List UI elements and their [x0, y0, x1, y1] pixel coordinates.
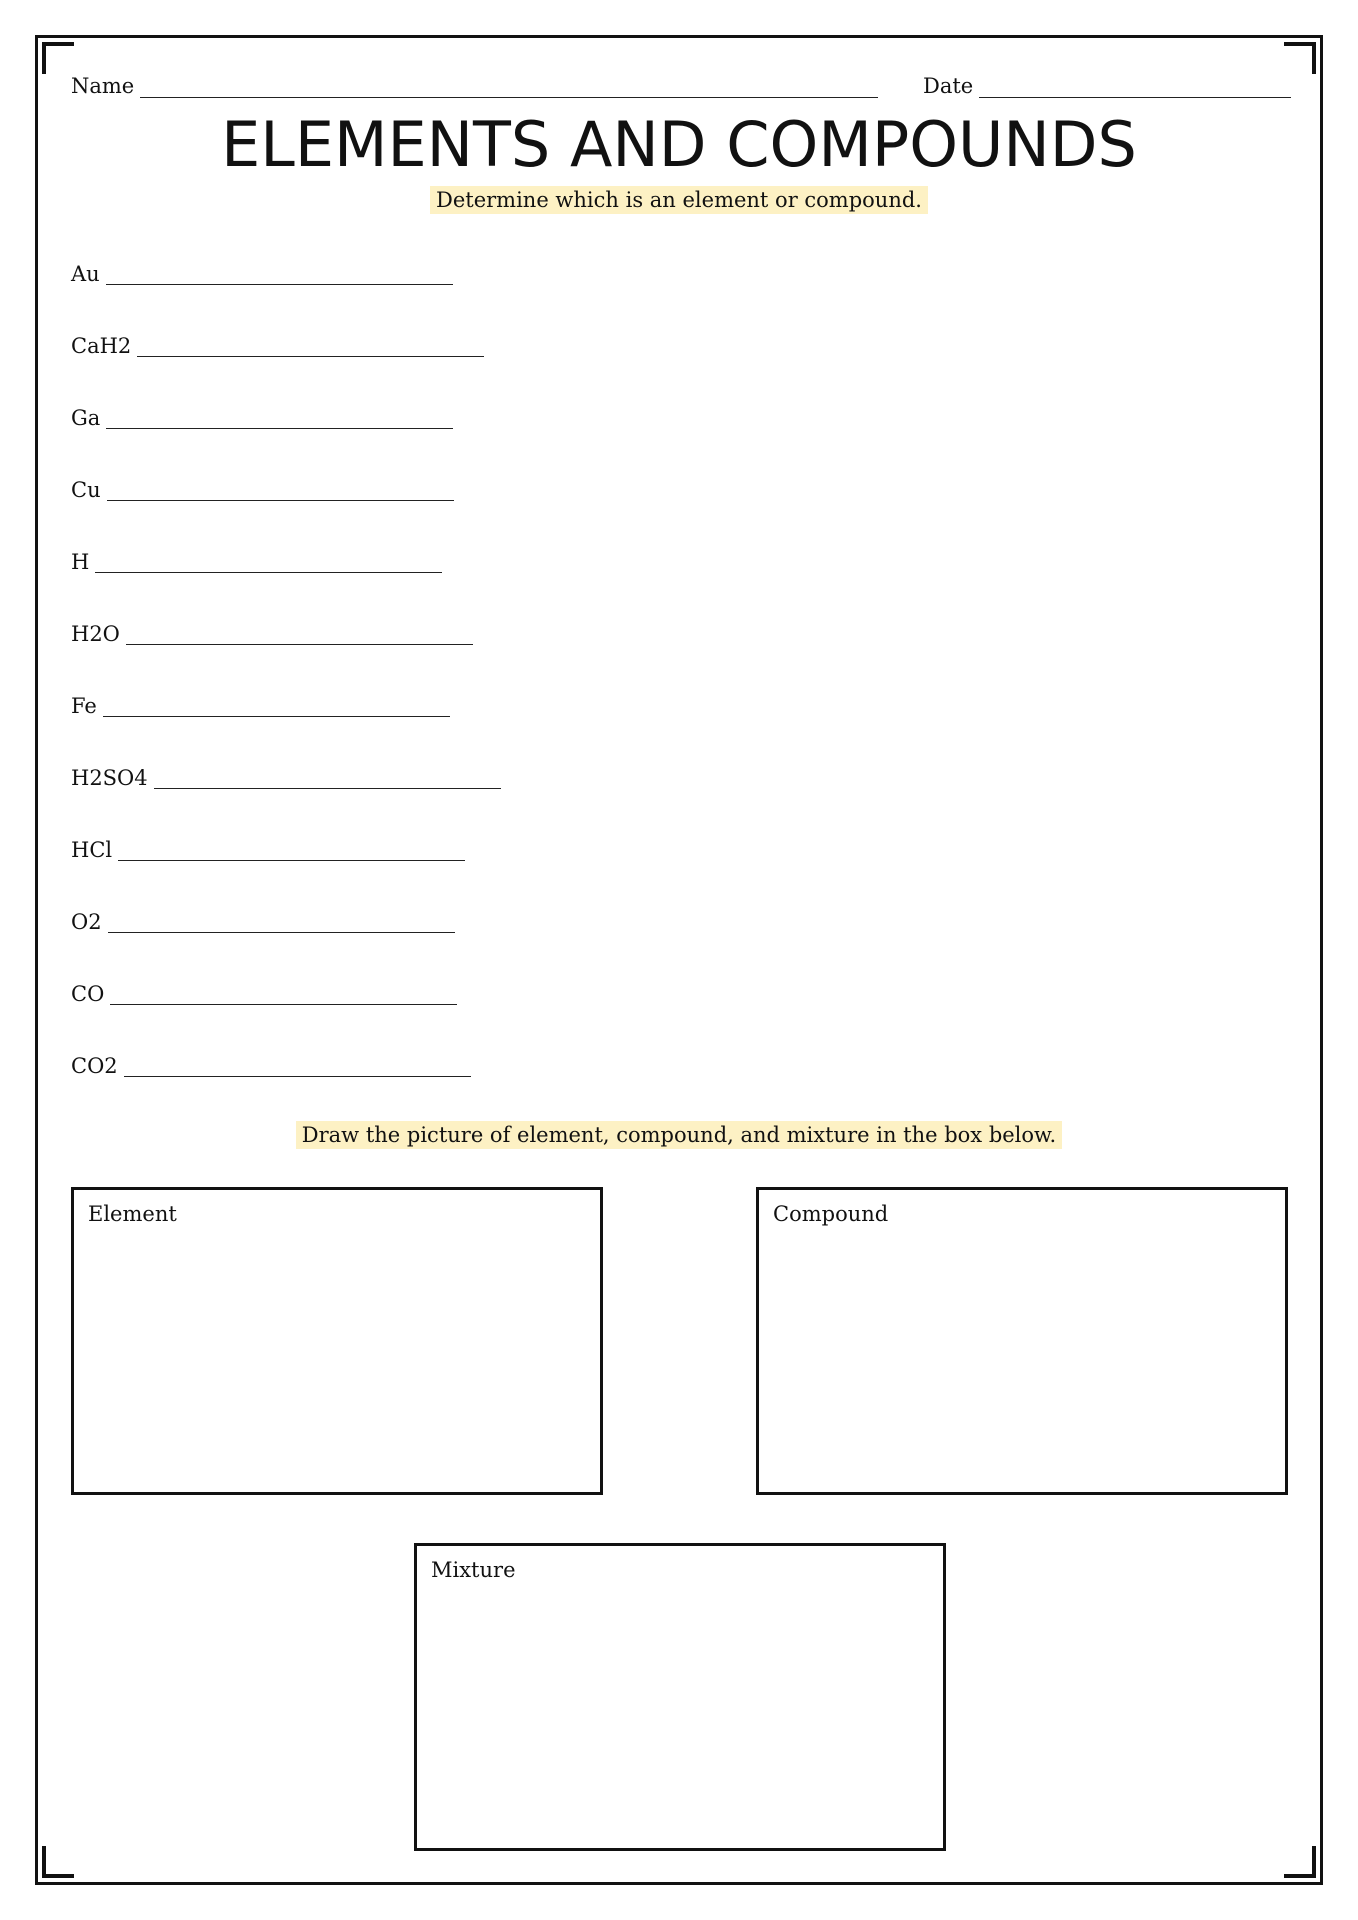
corner-ornament-top-left — [42, 42, 74, 74]
question-row — [71, 334, 501, 406]
question-formula: CaH2 — [71, 334, 132, 358]
date-label: Date — [923, 74, 974, 98]
instruction-part1 — [0, 188, 1358, 212]
question-row — [71, 694, 501, 766]
question-formula: Cu — [71, 478, 101, 502]
question-row — [71, 622, 501, 694]
answer-blank[interactable] — [108, 910, 455, 933]
answer-blank[interactable] — [137, 334, 484, 357]
name-field — [71, 74, 878, 98]
question-row — [71, 262, 501, 334]
question-formula: H2O — [71, 622, 120, 646]
question-row — [71, 406, 501, 478]
instruction-part2-text: Draw the picture of element, compound, and mixture in the box below. — [296, 1121, 1062, 1149]
question-list — [71, 262, 501, 1126]
name-blank[interactable] — [140, 77, 878, 98]
question-formula: Ga — [71, 406, 101, 430]
answer-blank[interactable] — [106, 406, 453, 429]
date-field — [923, 74, 1291, 98]
question-row — [71, 478, 501, 550]
question-formula: HCl — [71, 838, 113, 862]
answer-blank[interactable] — [124, 1054, 471, 1077]
question-row — [71, 982, 501, 1054]
question-row — [71, 838, 501, 910]
question-row — [71, 766, 501, 838]
question-formula: Au — [71, 262, 100, 286]
corner-ornament-bottom-right — [1284, 1846, 1316, 1878]
answer-blank[interactable] — [103, 694, 450, 717]
mixture-box-label: Mixture — [431, 1558, 516, 1582]
corner-ornament-top-right — [1284, 42, 1316, 74]
answer-blank[interactable] — [107, 478, 454, 501]
compound-box-label: Compound — [773, 1202, 889, 1226]
instruction-part1-text: Determine which is an element or compound. — [430, 186, 928, 214]
question-row — [71, 1054, 501, 1126]
element-box-label: Element — [88, 1202, 177, 1226]
answer-blank[interactable] — [118, 838, 465, 861]
name-label: Name — [71, 74, 135, 98]
answer-blank[interactable] — [110, 982, 457, 1005]
answer-blank[interactable] — [154, 766, 501, 789]
compound-drawing-box[interactable] — [756, 1187, 1288, 1495]
question-row — [71, 910, 501, 982]
question-formula: H2SO4 — [71, 766, 148, 790]
question-formula: O2 — [71, 910, 102, 934]
question-row — [71, 550, 501, 622]
worksheet-title: ELEMENTS AND COMPOUNDS — [221, 108, 1137, 181]
answer-blank[interactable] — [95, 550, 442, 573]
element-drawing-box[interactable] — [71, 1187, 603, 1495]
question-formula: Fe — [71, 694, 97, 718]
answer-blank[interactable] — [126, 622, 473, 645]
instruction-part2 — [0, 1123, 1358, 1147]
corner-ornament-bottom-left — [42, 1846, 74, 1878]
answer-blank[interactable] — [106, 262, 453, 285]
mixture-drawing-box[interactable] — [414, 1543, 946, 1851]
date-blank[interactable] — [979, 77, 1291, 98]
question-formula: CO — [71, 982, 105, 1006]
question-formula: CO2 — [71, 1054, 118, 1078]
question-formula: H — [71, 550, 90, 574]
